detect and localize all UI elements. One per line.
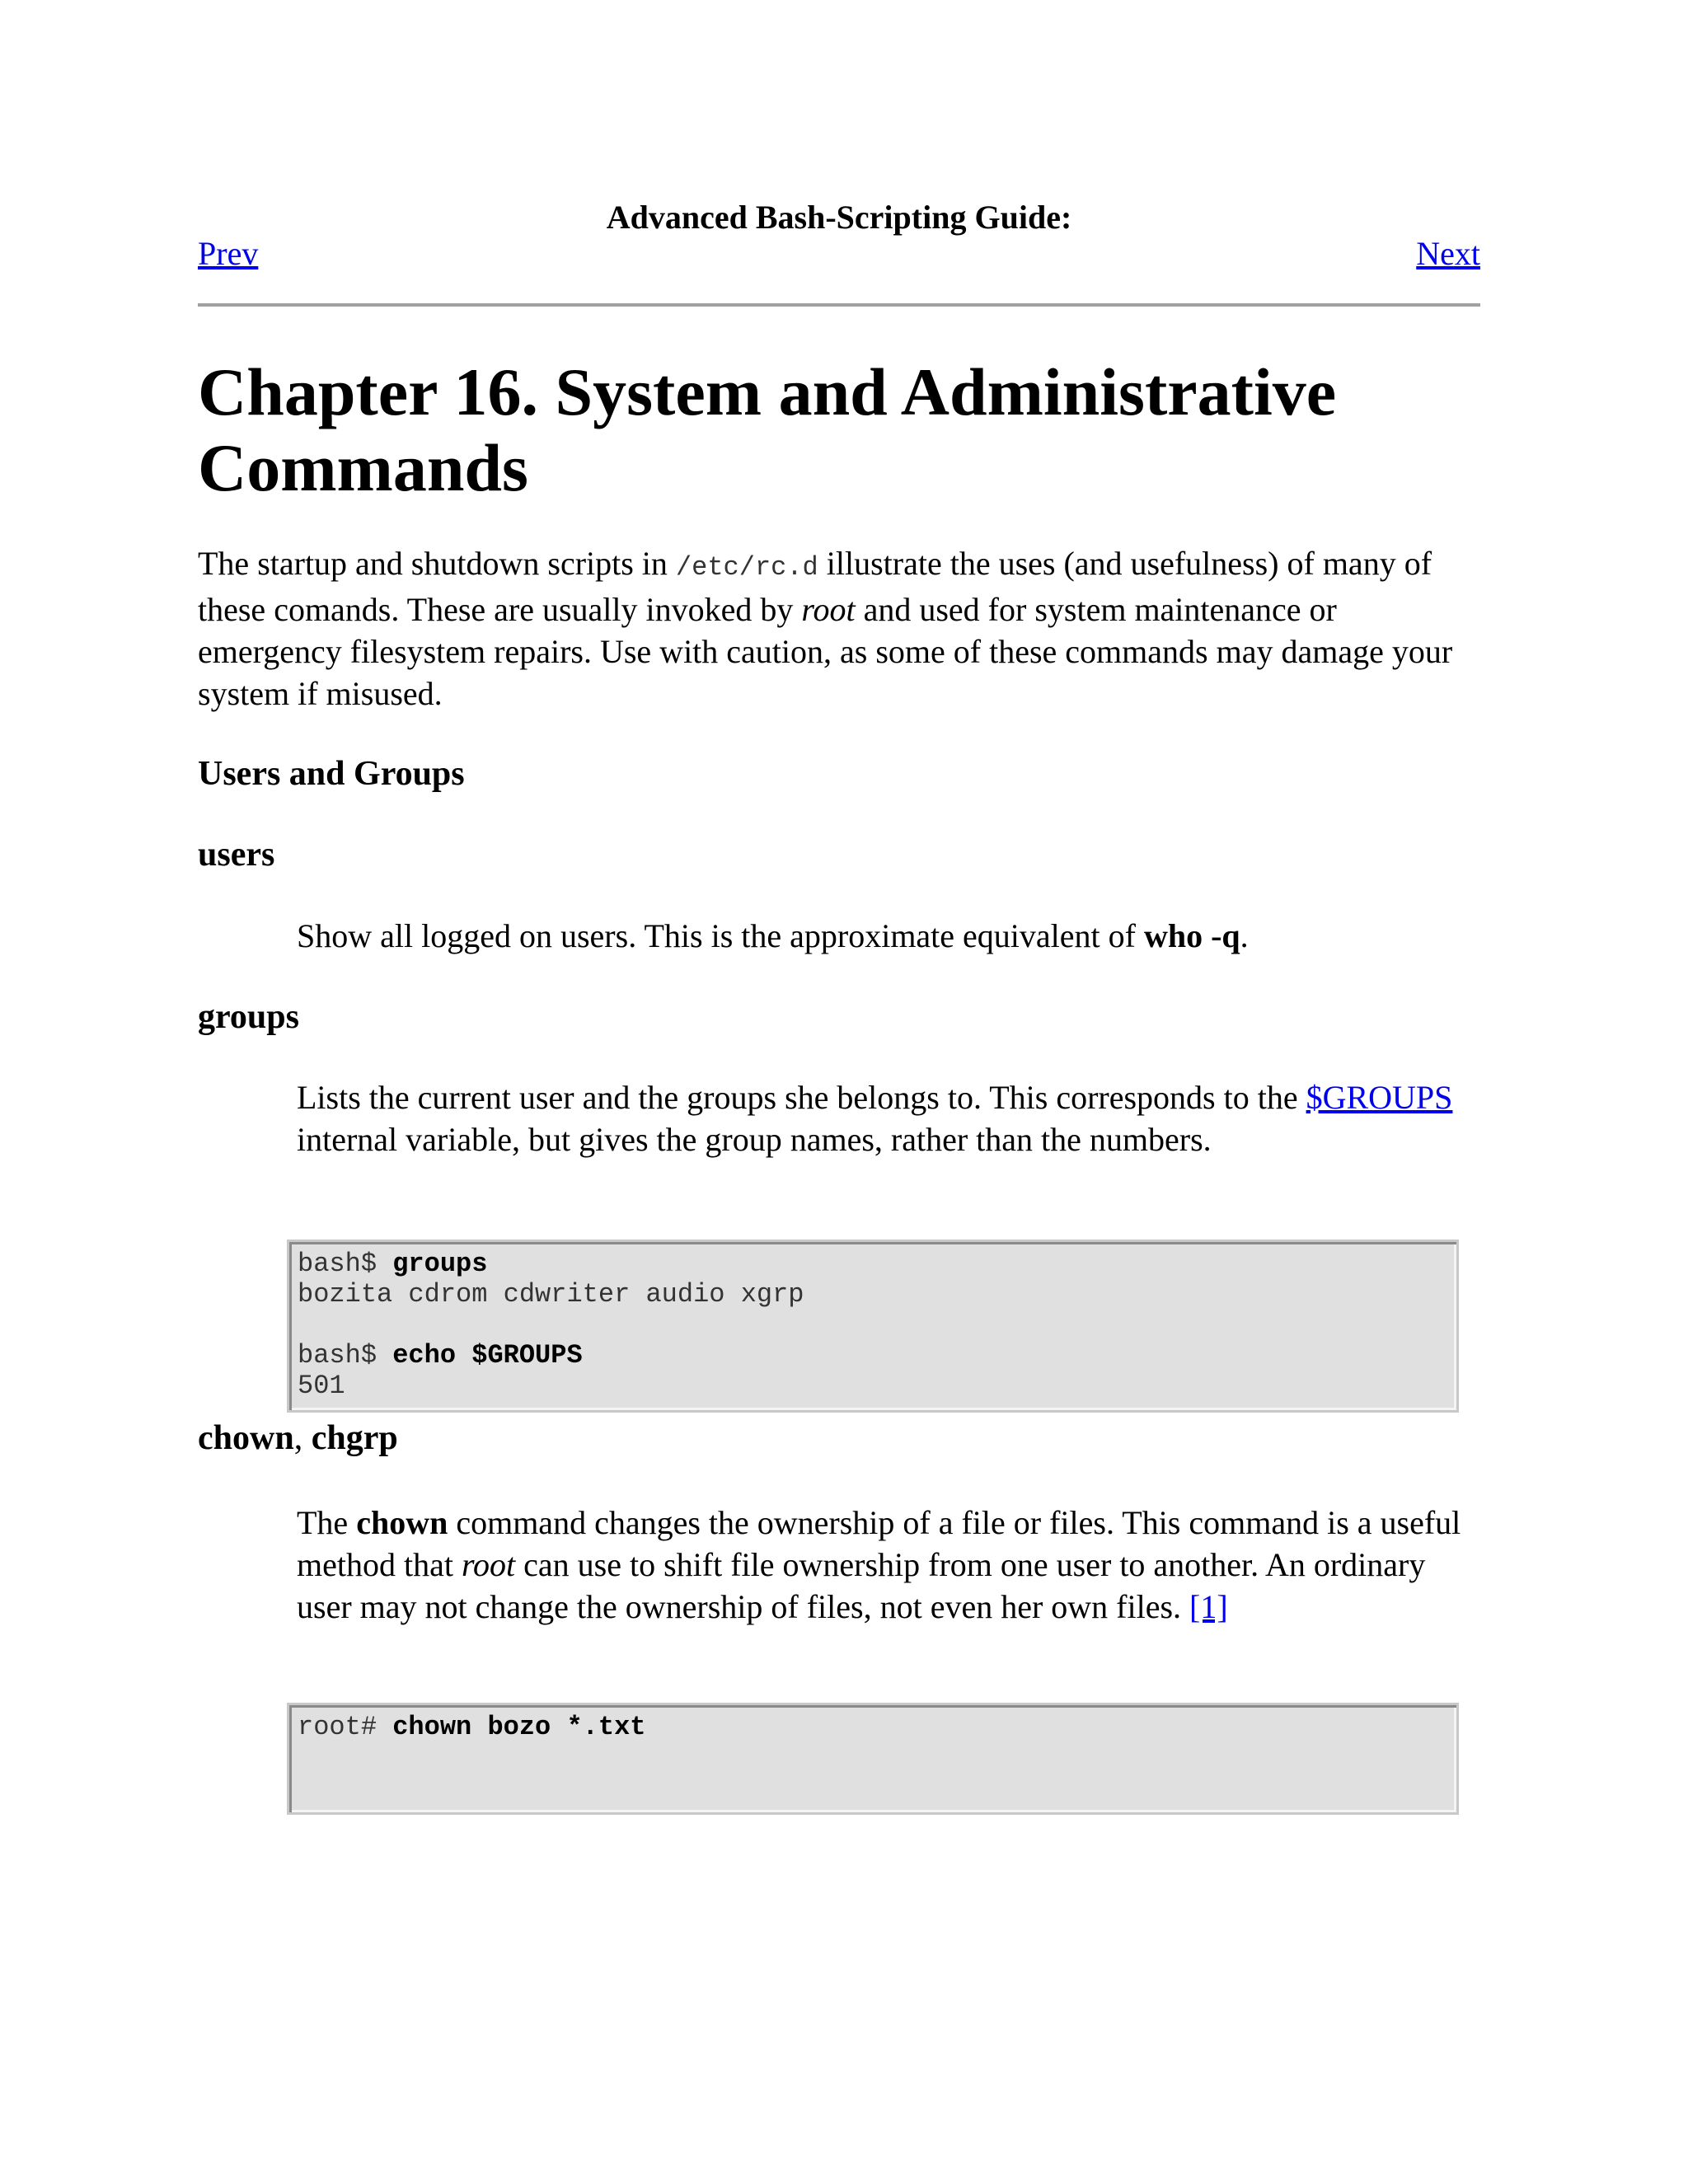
screen-line	[298, 1340, 1448, 1371]
chown-cmd: chown	[356, 1504, 448, 1541]
chown-description	[297, 1502, 1480, 1628]
chown-text-2: command changes the ownership of a file or files. This command is a useful method that	[297, 1504, 1461, 1583]
prev-link[interactable]: Prev	[198, 235, 259, 272]
screen-output: 501	[298, 1371, 345, 1401]
users-text-1: Show all logged on users. This is the approximate equivalent of	[297, 917, 1144, 954]
intro-text-2: illustrate the uses (and usefulness) of many of these comands. These are usually invoked by	[198, 545, 1432, 628]
screen-command: chown bozo *.txt	[392, 1712, 646, 1742]
term-groups: groups	[198, 998, 299, 1036]
chapter-title: Chapter 16. System and Administrative Commands	[198, 354, 1337, 505]
term-chown: chown	[198, 1419, 294, 1457]
intro-paragraph	[198, 542, 1480, 715]
screen-line	[298, 1249, 1448, 1279]
chown-text-3: can use to shift file ownership from one user to another. An ordinary user may not change the ownership of files, not even her own files.	[297, 1546, 1426, 1625]
groups-text-1: Lists the current user and the groups she belongs to. This corresponds to the	[297, 1079, 1306, 1116]
groups-variable-link[interactable]: $GROUPS	[1306, 1079, 1453, 1116]
users-cmd: who -q	[1143, 917, 1240, 954]
screen-output: bozita cdrom cdwriter audio xgrp	[298, 1279, 804, 1310]
screen-command: echo $GROUPS	[392, 1340, 583, 1371]
intro-root: root	[801, 591, 856, 628]
screen-blank-line	[298, 1310, 1448, 1340]
term-chgrp: chgrp	[311, 1419, 398, 1457]
screen-prompt: bash$	[298, 1249, 393, 1279]
screen-prompt: root#	[298, 1712, 393, 1742]
intro-text-1: The startup and shutdown scripts in	[198, 545, 676, 582]
groups-text-2: internal variable, but gives the group names, rather than the numbers.	[297, 1121, 1212, 1158]
nav-header-title: Advanced Bash-Scripting Guide:	[606, 199, 1072, 236]
screen-prompt: bash$	[298, 1340, 393, 1371]
users-text-2: .	[1240, 917, 1249, 954]
chown-root: root	[461, 1546, 516, 1583]
intro-path: /etc/rc.d	[675, 552, 818, 583]
section-title: Users and Groups	[198, 755, 465, 793]
screen-line	[298, 1712, 1448, 1742]
term-chown-chgrp	[198, 1418, 398, 1459]
groups-screen-example	[287, 1240, 1459, 1413]
screen-command: groups	[392, 1249, 488, 1279]
groups-description	[297, 1076, 1480, 1160]
users-description	[297, 915, 1480, 957]
chown-text-1: The	[297, 1504, 357, 1541]
term-separator: ,	[293, 1419, 312, 1457]
footnote-link[interactable]: [1]	[1189, 1588, 1228, 1625]
header-divider	[198, 303, 1480, 307]
chown-screen-example	[287, 1703, 1459, 1815]
next-link[interactable]: Next	[1416, 235, 1480, 272]
term-users: users	[198, 836, 275, 874]
intro-text-3: and used for system maintenance or emergency filesystem repairs. Use with caution, as some of these commands may damage your system if misused.	[198, 591, 1453, 712]
